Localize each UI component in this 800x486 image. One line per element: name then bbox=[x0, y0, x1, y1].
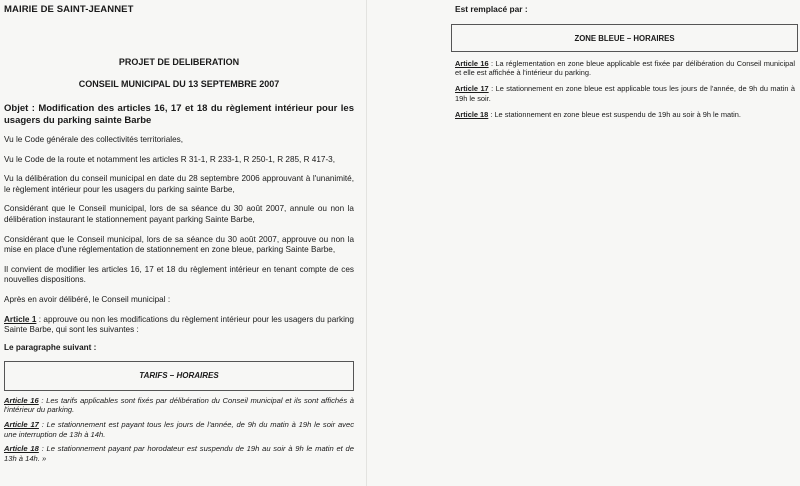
tarifs-horaires-title: TARIFS – HORAIRES bbox=[139, 371, 219, 381]
right-article-17-text: : Le stationnement en zone bleue est applicable tous les jours de l'année, de 9h du matin à 19h le soir. bbox=[455, 84, 795, 103]
right-article-17-label: Article 17 bbox=[455, 84, 489, 94]
left-article-16-text: : Les tarifs applicables sont fixés par délibération du Conseil municipal et ils sont affichés à l'intérieur du parking. bbox=[4, 395, 354, 415]
mairie-header: MAIRIE DE SAINT-JEANNET bbox=[4, 4, 134, 15]
left-article-18 bbox=[4, 444, 354, 463]
tarifs-horaires-box bbox=[4, 361, 354, 391]
right-article-18-label: Article 18 bbox=[455, 109, 489, 119]
scan-edge bbox=[366, 0, 367, 486]
left-article-17 bbox=[4, 420, 354, 439]
left-article-17-text: : Le stationnement est payant tous les jours de l'année, de 9h du matin à 19h le soir avec une interruption de 13h à 14h. bbox=[4, 419, 354, 439]
right-article-17 bbox=[455, 84, 795, 102]
left-article-16 bbox=[4, 396, 354, 415]
paragraphe-suivant: Le paragraphe suivant : bbox=[4, 342, 97, 352]
left-article-16-label: Article 16 bbox=[4, 395, 39, 405]
right-article-18 bbox=[455, 110, 795, 119]
para-considerant-annule: Considérant que le Conseil municipal, lors de sa séance du 30 août 2007, annule ou non la délibération instaurant le stationnement payant parking Sainte Barbe, bbox=[4, 204, 354, 224]
left-article-18-text: : Le stationnement payant par horodateur est suspendu de 19h au soir à 9h le matin et de 13h à 14h. » bbox=[4, 444, 354, 463]
para-apres-delibere: Après en avoir délibéré, le Conseil municipal : bbox=[4, 294, 171, 304]
conseil-title: CONSEIL MUNICIPAL DU 13 SEPTEMBRE 2007 bbox=[78, 79, 280, 89]
zone-bleue-box bbox=[451, 24, 798, 52]
para-vu-code-route: Vu le Code de la route et notamment les articles R 31-1, R 233-1, R 250-1, R 285, R 417-3, bbox=[4, 154, 336, 164]
right-article-18-text: : Le stationnement en zone bleue est suspendu de 19h au soir à 9h le matin. bbox=[488, 109, 741, 119]
left-column bbox=[4, 4, 354, 463]
projet-title: PROJET DE DELIBERATION bbox=[118, 57, 240, 67]
left-article-18-label: Article 18 bbox=[4, 444, 39, 454]
para-il-convient: Il convient de modifier les articles 16, 17 et 18 du règlement intérieur en tenant compte de ces nouvelles dispositions. bbox=[4, 264, 354, 285]
objet-heading: Objet : Modification des articles 16, 17 et 18 du règlement intérieur pour les usagers du parking sainte Barbe bbox=[4, 103, 354, 126]
right-article-16-text: : La réglementation en zone bleue applicable est fixée par délibération du Conseil municipal et elle est affichée à l'intérieur du parking. bbox=[455, 59, 795, 78]
para-vu-deliberation: Vu la délibération du conseil municipal en date du 28 septembre 2006 approuvant à l'unanimité, le règlement intérieur pour les usagers du parking sainte Barbe, bbox=[4, 174, 354, 194]
left-article-17-label: Article 17 bbox=[4, 419, 39, 429]
right-column bbox=[455, 4, 795, 119]
article-1-label: Article 1 bbox=[4, 314, 37, 324]
right-article-16 bbox=[455, 59, 795, 77]
para-considerant-approuve: Considérant que le Conseil municipal, lors de sa séance du 30 août 2007, approuve ou non la mise en place d'une réglementation de stationnement en zone bleue, parking Sainte Barbe, bbox=[4, 234, 354, 255]
article-1 bbox=[4, 315, 354, 336]
zone-bleue-title: ZONE BLEUE – HORAIRES bbox=[574, 33, 675, 43]
right-article-16-label: Article 16 bbox=[455, 59, 489, 68]
est-remplace-par: Est remplacé par : bbox=[455, 4, 528, 14]
article-1-text: : approuve ou non les modifications du règlement intérieur pour les usagers du parking Sainte Barbe, qui sont les suivantes : bbox=[4, 314, 354, 335]
para-vu-code-collectivites: Vu le Code générale des collectivités territoriales, bbox=[4, 135, 184, 144]
